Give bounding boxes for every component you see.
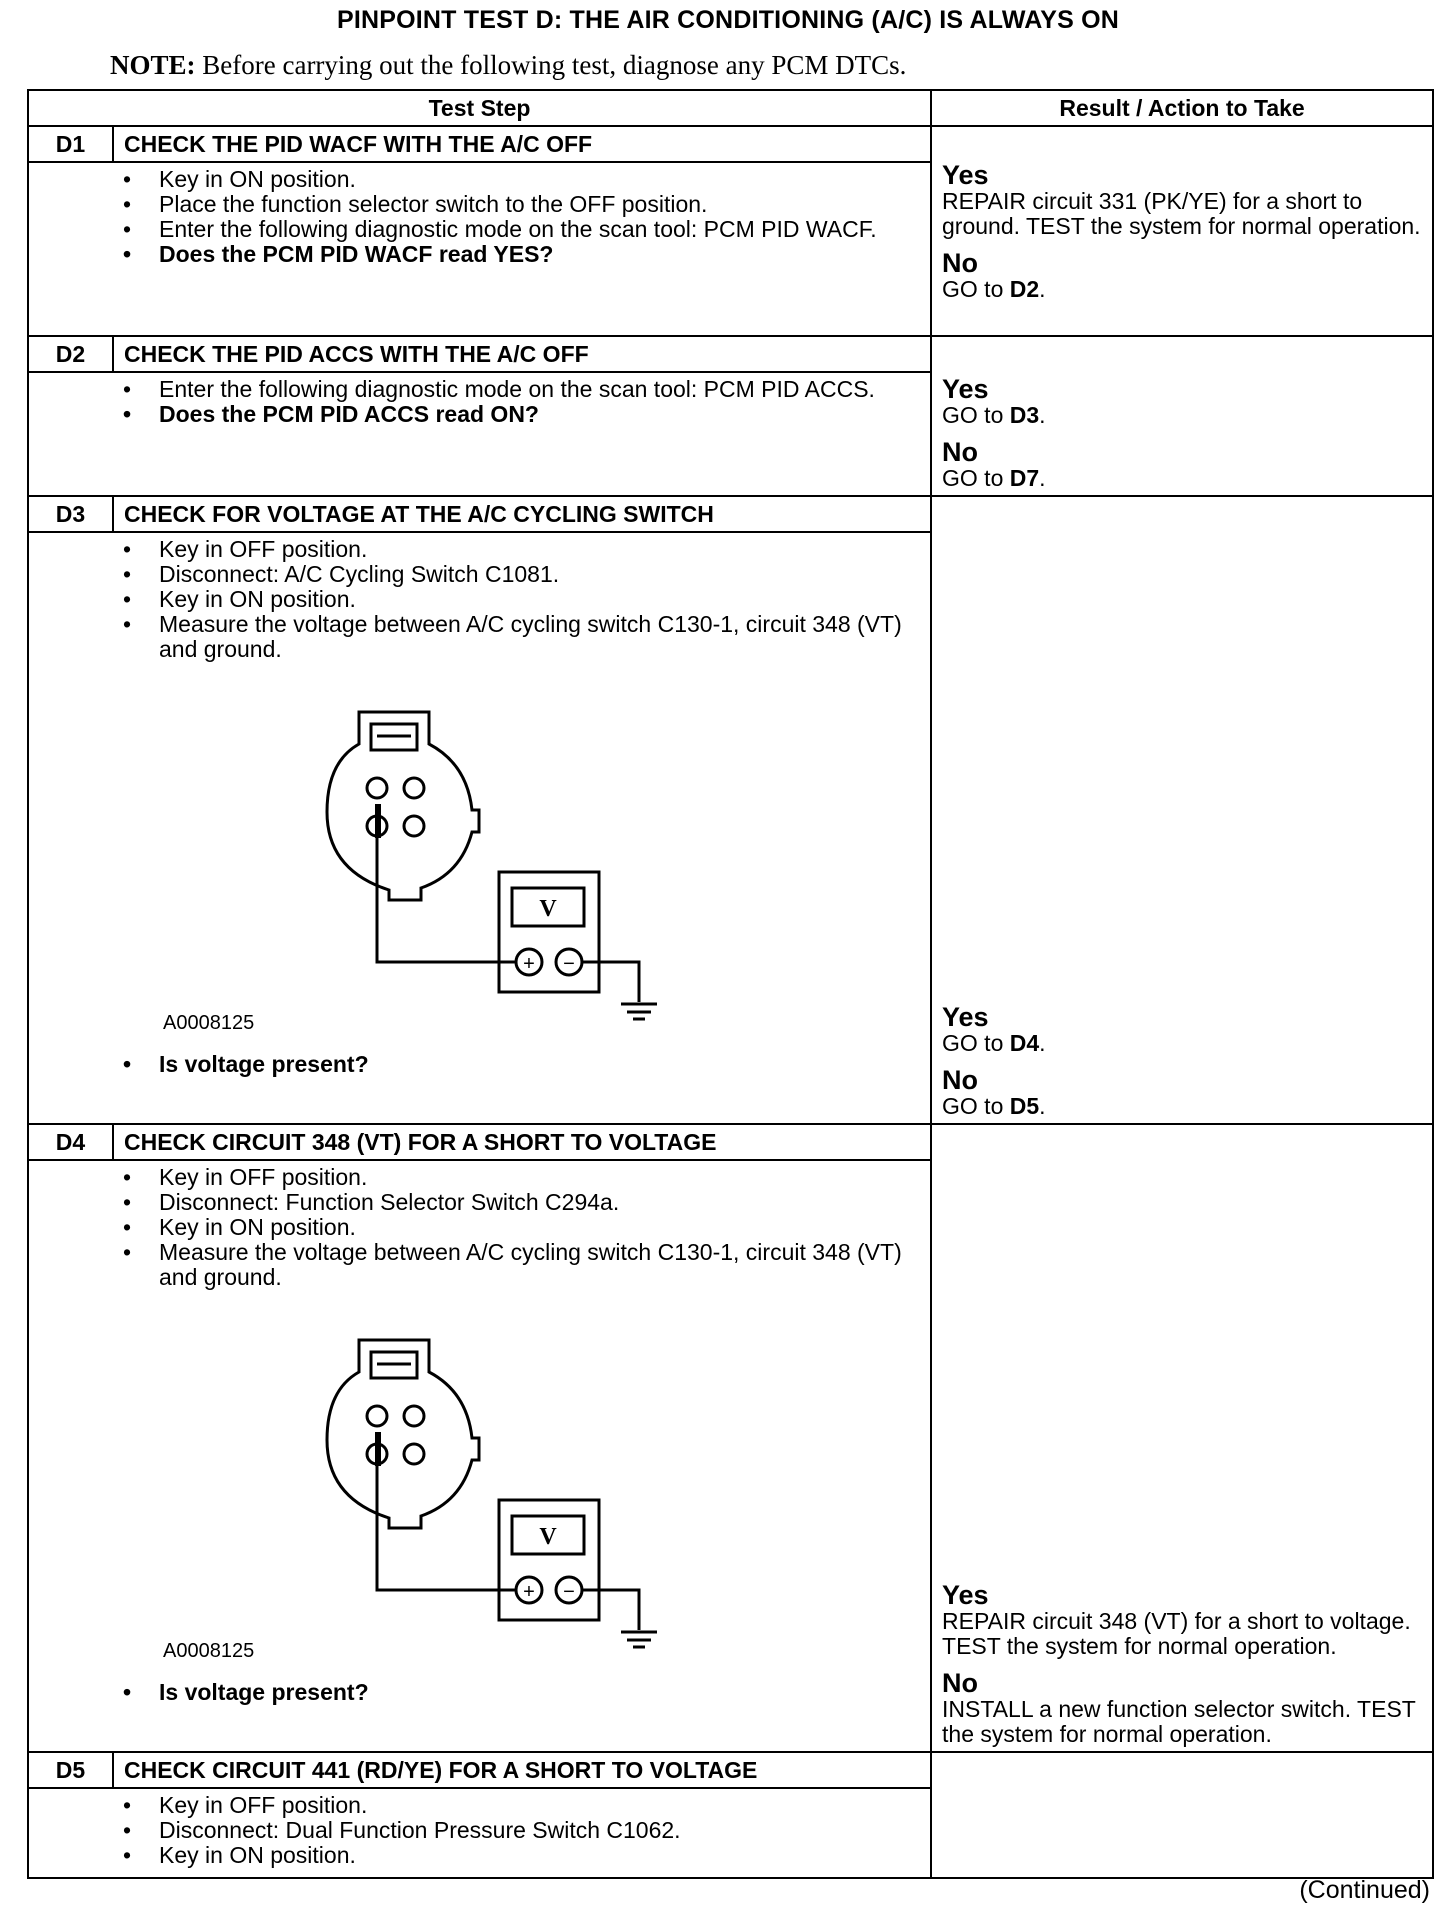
yes-label: Yes xyxy=(942,374,989,404)
yes-action: GO to D3. xyxy=(942,402,1046,428)
meter-label: V xyxy=(539,1524,557,1550)
step-bullets xyxy=(29,1165,912,1290)
no-action: GO to D2. xyxy=(942,275,1046,302)
note-label: NOTE: xyxy=(110,50,196,80)
bullet: • Measure the voltage between A/C cycling switch C130-1, circuit 348 (VT) and ground. xyxy=(159,1240,912,1290)
step-body xyxy=(28,162,931,336)
page-title: PINPOINT TEST D: THE AIR CONDITIONING (A/C) IS ALWAYS ON xyxy=(336,6,1120,34)
step-body xyxy=(28,372,931,496)
bullet-question: • Does the PCM PID ACCS read ON? xyxy=(159,402,912,427)
yes-label: Yes xyxy=(942,159,989,190)
header-result: Result / Action to Take xyxy=(931,90,1433,126)
yes-action: REPAIR circuit 331 (PK/YE) for a short to ground. TEST the system for normal operation. xyxy=(942,187,1421,239)
step-bullets xyxy=(29,377,912,427)
bullet: • Place the function selector switch to the OFF position. xyxy=(159,192,912,217)
bullet-question: • Does the PCM PID WACF read YES? xyxy=(159,242,912,267)
step-bullets xyxy=(29,1680,912,1705)
no-action: GO to D5. xyxy=(942,1093,1046,1119)
yes-label: Yes xyxy=(942,1580,989,1610)
note-text: Before carrying out the following test, diagnose any PCM DTCs. xyxy=(202,50,907,80)
bullet-question: • Is voltage present? xyxy=(159,1052,912,1077)
step-result xyxy=(931,1752,1433,1878)
no-label: No xyxy=(942,247,979,278)
step-body xyxy=(28,1788,931,1878)
yes-action: REPAIR circuit 348 (VT) for a short to voltage. TEST the system for normal operation. xyxy=(942,1608,1411,1659)
pinpoint-test-table xyxy=(27,89,1434,1879)
bullet: • Disconnect: Function Selector Switch C294a. xyxy=(159,1190,912,1215)
continued-label: (Continued) xyxy=(1299,1876,1430,1904)
probe-lead xyxy=(377,832,516,962)
bullet: • Key in ON position. xyxy=(159,167,912,192)
ground-lead xyxy=(582,962,639,1002)
note xyxy=(110,50,906,81)
bullet: • Key in ON position. xyxy=(159,587,912,612)
step-result xyxy=(931,126,1433,336)
step-title: CHECK FOR VOLTAGE AT THE A/C CYCLING SWITCH xyxy=(113,496,931,532)
bullet-question: • Is voltage present? xyxy=(159,1680,912,1705)
no-label: No xyxy=(942,1668,979,1698)
plus-sign: + xyxy=(523,1581,535,1603)
bullet: • Disconnect: Dual Function Pressure Switch C1062. xyxy=(159,1818,912,1843)
plus-sign: + xyxy=(523,953,535,975)
bullet: • Key in ON position. xyxy=(159,1843,912,1868)
connector-meter-diagram xyxy=(299,1320,659,1650)
minus-sign: − xyxy=(563,1581,575,1603)
no-label: No xyxy=(942,1065,979,1095)
step-id: D4 xyxy=(28,1124,113,1160)
yes-label: Yes xyxy=(942,1002,989,1032)
bullet: • Key in ON position. xyxy=(159,1215,912,1240)
voltage-test-figure xyxy=(29,662,912,1052)
step-bullets xyxy=(29,167,912,267)
connector-outline xyxy=(327,1340,479,1528)
voltage-test-figure xyxy=(29,1290,912,1680)
step-bullets xyxy=(29,537,912,662)
step-title: CHECK CIRCUIT 441 (RD/YE) FOR A SHORT TO VOLTAGE xyxy=(113,1752,931,1788)
step-id: D5 xyxy=(28,1752,113,1788)
probe-lead xyxy=(377,1460,516,1590)
bullet: • Key in OFF position. xyxy=(159,1793,912,1818)
no-label: No xyxy=(942,437,979,467)
ground-lead xyxy=(582,1590,639,1630)
bullet: • Enter the following diagnostic mode on the scan tool: PCM PID WACF. xyxy=(159,217,912,242)
minus-sign: − xyxy=(563,953,575,975)
step-result xyxy=(931,1124,1433,1752)
yes-action: GO to D4. xyxy=(942,1030,1046,1056)
step-bullets xyxy=(29,1793,912,1868)
figure-id: A0008125 xyxy=(163,1012,255,1034)
step-title: CHECK THE PID WACF WITH THE A/C OFF xyxy=(113,126,931,162)
bullet: • Measure the voltage between A/C cycling switch C130-1, circuit 348 (VT) and ground. xyxy=(159,612,912,662)
no-action: GO to D7. xyxy=(942,465,1046,491)
step-body xyxy=(28,532,931,1124)
header-test-step: Test Step xyxy=(28,90,931,126)
step-id: D3 xyxy=(28,496,113,532)
step-title: CHECK THE PID ACCS WITH THE A/C OFF xyxy=(113,336,931,372)
step-id: D2 xyxy=(28,336,113,372)
step-bullets xyxy=(29,1052,912,1077)
meter-label: V xyxy=(539,896,557,922)
step-title: CHECK CIRCUIT 348 (VT) FOR A SHORT TO VOLTAGE xyxy=(113,1124,931,1160)
bullet: • Key in OFF position. xyxy=(159,1165,912,1190)
step-result xyxy=(931,336,1433,496)
bullet: • Enter the following diagnostic mode on the scan tool: PCM PID ACCS. xyxy=(159,377,912,402)
connector-meter-diagram xyxy=(299,692,659,1022)
connector-outline xyxy=(327,712,479,900)
bullet: • Disconnect: A/C Cycling Switch C1081. xyxy=(159,562,912,587)
step-result xyxy=(931,496,1433,1124)
step-body xyxy=(28,1160,931,1752)
figure-id: A0008125 xyxy=(163,1640,255,1662)
no-action: INSTALL a new function selector switch. TEST the system for normal operation. xyxy=(942,1696,1416,1747)
bullet: • Key in OFF position. xyxy=(159,537,912,562)
step-id: D1 xyxy=(28,126,113,162)
